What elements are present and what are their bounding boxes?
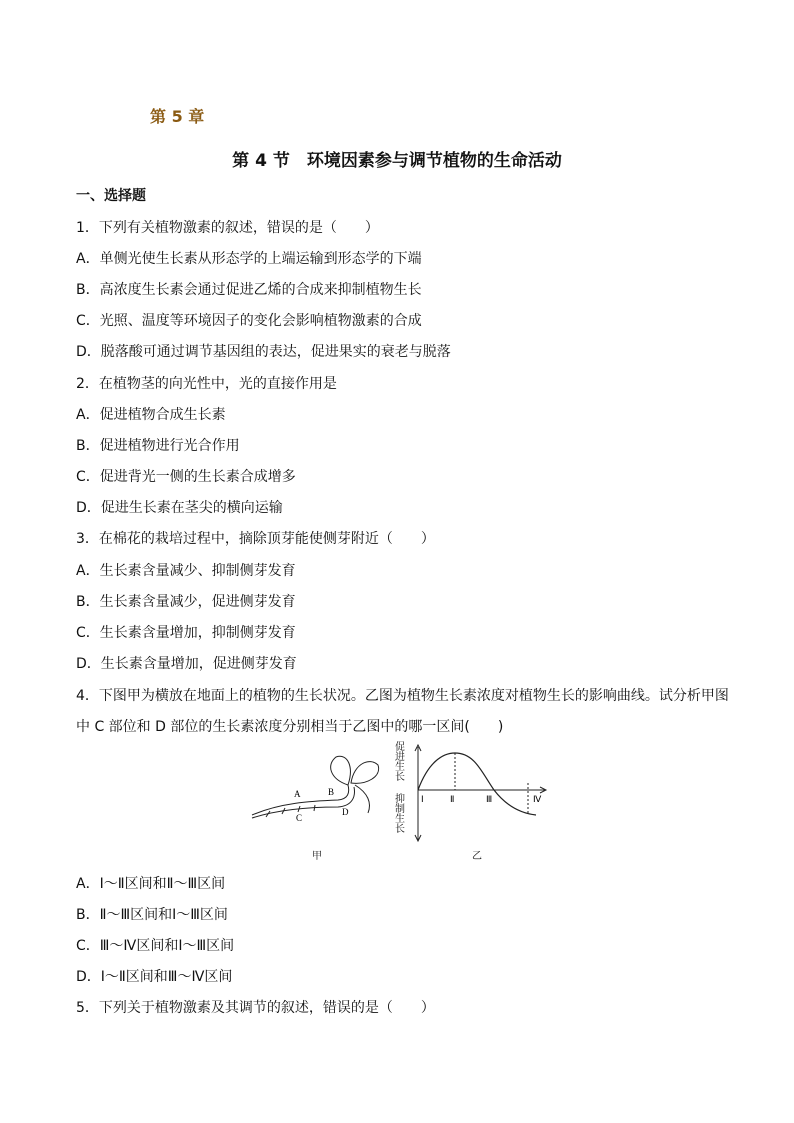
plant-label-a: A <box>294 789 301 799</box>
tick-2: Ⅱ <box>450 794 455 804</box>
axis-label-promote: 促进生长 <box>395 742 405 783</box>
q4-option-d: D．Ⅰ～Ⅱ区间和Ⅲ～Ⅳ区间 <box>76 969 233 985</box>
q4-option-c: C．Ⅲ～Ⅳ区间和Ⅰ～Ⅲ区间 <box>76 938 235 954</box>
q3-stem: 3．在棉花的栽培过程中，摘除顶芽能使侧芽附近（ ） <box>76 531 435 547</box>
q2-option-b: B．促进植物进行光合作用 <box>76 438 240 454</box>
section-heading: 一、选择题 <box>76 188 146 204</box>
q2-option-d: D．促进生长素在茎尖的横向运输 <box>76 500 283 516</box>
q1-option-b: B．高浓度生长素会通过促进乙烯的合成来抑制植物生长 <box>76 282 422 298</box>
q4-option-b: B．Ⅱ～Ⅲ区间和Ⅰ～Ⅲ区间 <box>76 907 228 923</box>
q1-option-d: D．脱落酸可通过调节基因组的表达，促进果实的衰老与脱落 <box>76 344 451 360</box>
q1-option-a: A．单侧光使生长素从形态学的上端运输到形态学的下端 <box>76 251 422 267</box>
figure-caption-yi: 乙 <box>472 851 482 862</box>
growth-curve-graph <box>415 745 546 841</box>
q2-stem: 2．在植物茎的向光性中，光的直接作用是 <box>76 376 337 392</box>
leaf-left-icon <box>331 756 351 785</box>
q3-option-b: B．生长素含量减少，促进侧芽发育 <box>76 594 296 610</box>
q3-option-a: A．生长素含量减少、抑制侧芽发育 <box>76 563 296 579</box>
growth-curve <box>418 753 536 815</box>
q1-option-c: C．光照、温度等环境因子的变化会影响植物激素的合成 <box>76 313 422 329</box>
chapter-heading: 第 5 章 <box>150 107 205 126</box>
tick-3: Ⅲ <box>486 794 493 804</box>
roots <box>266 805 315 817</box>
tick-4: Ⅳ <box>533 794 542 804</box>
plant-drawing <box>252 756 379 818</box>
tick-1: Ⅰ <box>421 794 424 804</box>
q1-stem: 1．下列有关植物激素的叙述，错误的是（ ） <box>76 220 379 236</box>
page-title: 第 4 节 环境因素参与调节植物的生命活动 <box>232 151 562 171</box>
plant-label-d: D <box>342 807 349 817</box>
q5-stem: 5．下列关于植物激素及其调节的叙述，错误的是（ ） <box>76 1000 435 1016</box>
plant-label-b: B <box>328 787 335 797</box>
plant-label-c: C <box>296 813 303 823</box>
q4-option-a: A．Ⅰ～Ⅱ区间和Ⅱ～Ⅲ区间 <box>76 876 226 892</box>
q2-option-c: C．促进背光一侧的生长素合成增多 <box>76 469 296 485</box>
q2-option-a: A．促进植物合成生长素 <box>76 407 226 423</box>
axis-label-inhibit: 抑制生长 <box>395 794 405 835</box>
q3-option-c: C．生长素含量增加，抑制侧芽发育 <box>76 625 296 641</box>
q4-stem-line1: 4．下图甲为横放在地面上的植物的生长状况。乙图为植物生长素浓度对植物生长的影响曲线。试分析甲图 <box>76 688 729 704</box>
leaf-right-icon <box>351 762 379 784</box>
leaf-stalk <box>355 785 369 813</box>
q4-stem-line2: 中 C 部位和 D 部位的生长素浓度分别相当于乙图中的哪一区间( ) <box>76 719 504 735</box>
figure-caption-jia: 甲 <box>312 851 322 862</box>
q3-option-d: D．生长素含量增加，促进侧芽发育 <box>76 656 297 672</box>
q4-figure <box>250 743 550 863</box>
